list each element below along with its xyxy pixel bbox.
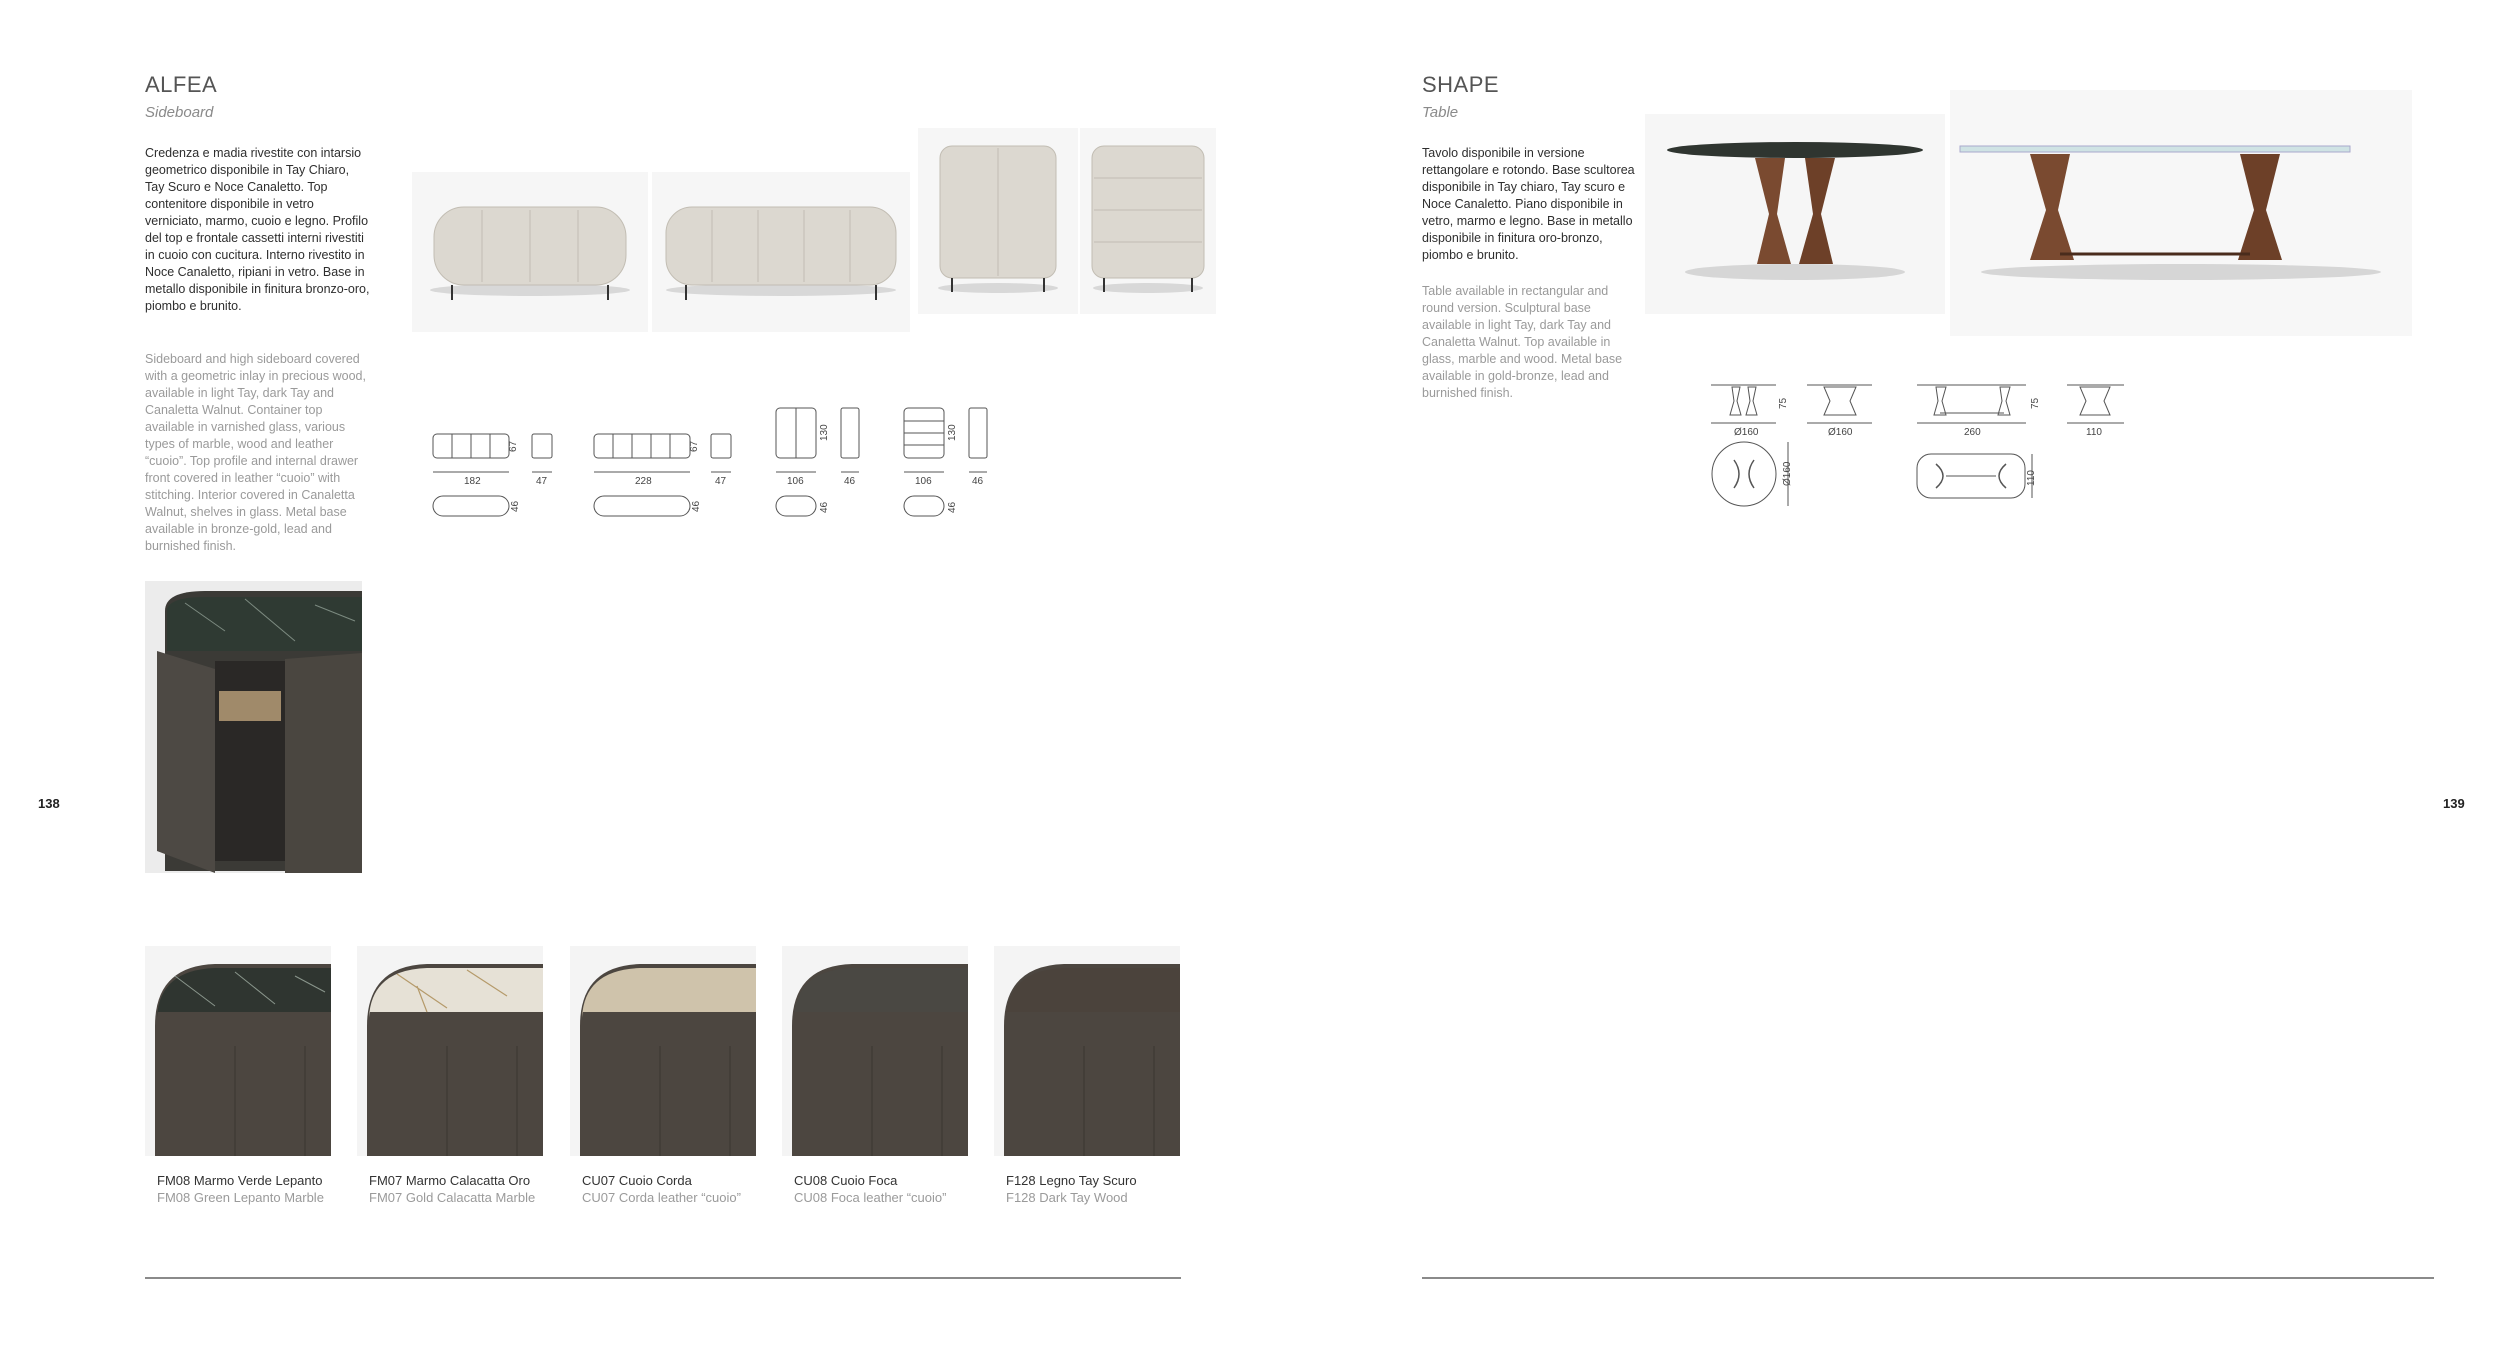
dim-top-depth: 46 [691,500,702,512]
swatch-fm08 [145,946,331,1156]
left-bottom-rule [145,1277,1181,1279]
dim-depth: 46 [972,476,984,487]
dim-top-depth: 46 [819,501,830,513]
left-description-english: Sideboard and high sideboard covered with a geometric inlay in precious wood, available in light Tay, dark Tay and Canaletta Walnut. Container top available in varnished glass, various types of marble, wood and leather “cuoio”. Top profile and internal drawer front covered in leather “cuoio” with stitching. Interior covered in Canaletta Walnut, shelves in glass. Metal base available in bronze-gold, lead and burnished finish. [145,352,366,553]
dim-height: 75 [1778,397,1789,409]
dim-width: 228 [635,476,652,487]
sideboard-small-photo [412,172,648,332]
left-product-subtitle: Sideboard [145,104,214,121]
drawing-high-sideboard-drawers [903,407,1003,530]
dim-diameter: Ø160 [1734,427,1759,438]
dim-depth: 47 [715,476,727,487]
dim-height: 75 [2030,397,2041,409]
dim-top-depth: 46 [510,500,521,512]
swatch-f128 [994,946,1180,1156]
dim-width: 106 [915,476,932,487]
dim-length: 260 [1964,427,1981,438]
dim-depth: 110 [2086,427,2102,438]
drawing-rect-plan [1916,452,2046,504]
swatch-cu07 [570,946,756,1156]
drawing-round-plan [1710,440,1796,512]
dim-width: 182 [464,476,481,487]
round-table-photo [1645,114,1945,314]
dim-height: 67 [689,440,700,452]
finish-label-it: FM08 Marmo Verde Lepanto [157,1173,323,1188]
finish-label-it: FM07 Marmo Calacatta Oro [369,1173,531,1188]
dim-depth: 46 [844,476,856,487]
left-product-title: ALFEA [145,72,218,97]
rect-table-photo [1950,90,2412,336]
right-page-number: 139 [2443,796,2465,811]
finish-label-en: CU08 Foca leather “cuoio” [794,1190,947,1205]
dim-height: 67 [508,440,519,452]
finish-label-en: CU07 Corda leather “cuoio” [582,1190,741,1205]
right-bottom-rule [1422,1277,2434,1279]
right-product-subtitle: Table [1422,104,1459,121]
dim-diameter: Ø160 [1828,427,1853,438]
drawing-round-front [1710,383,1790,439]
right-description-italian: Tavolo disponibile in versione rettangolare e rotondo. Base scultorea disponibile in Tay chiaro, Tay scuro e Noce Canaletto. Piano disponibile in vetro, marmo e legno. Base in metallo disponibile in finitura oro-bronzo, piombo e brunito. [1422,146,1635,262]
right-product-title: SHAPE [1422,72,1500,97]
swatch-fm07 [357,946,543,1156]
dim-height: 130 [947,424,958,441]
sideboard-detail-photo [145,581,362,873]
drawing-rect-side [2066,383,2136,439]
finish-label-en: FM07 Gold Calacatta Marble [369,1190,536,1205]
right-description-english: Table available in rectangular and round version. Sculptural base available in light Tay, dark Tay and Canaletta Walnut. Top available in glass, marble and wood. Metal base available in gold-bronze, lead and burnished finish. [1422,284,1623,400]
finish-label-en: F128 Dark Tay Wood [1006,1190,1128,1205]
dim-depth: 47 [536,476,548,487]
drawing-rect-front [1916,383,2046,439]
drawing-high-sideboard-doors [775,407,875,530]
left-page-number: 138 [38,796,60,811]
finish-label-it: CU08 Cuoio Foca [794,1173,898,1188]
finish-label-it: CU07 Cuoio Corda [582,1173,692,1188]
high-sideboard-drawers-photo [1080,128,1216,314]
drawing-sideboard-182 [432,430,562,530]
dim-diameter: Ø160 [1782,461,1793,486]
dim-depth: 110 [2026,470,2037,486]
finish-label-it: F128 Legno Tay Scuro [1006,1173,1137,1188]
drawing-sideboard-228 [593,430,743,530]
drawing-round-side [1806,383,1880,439]
dim-top-depth: 46 [947,501,958,513]
left-description-italian: Credenza e madia rivestite con intarsio geometrico disponibile in Tay Chiaro, Tay Scuro e Noce Canaletto. Top contenitore disponibile in vetro verniciato, marmo, cuoio e legno. Profilo del top e frontale cassetti interni rivestiti in cuoio con cucitura. Interno rivestito in Noce Canaletto, ripiani in vetro. Base in metallo disponibile in finitura bronzo-oro, piombo e brunito. [145,146,370,313]
high-sideboard-doors-photo [918,128,1078,314]
sideboard-large-photo [652,172,910,332]
swatch-cu08 [782,946,968,1156]
dim-height: 130 [819,424,830,441]
finish-label-en: FM08 Green Lepanto Marble [157,1190,324,1205]
dim-width: 106 [787,476,804,487]
